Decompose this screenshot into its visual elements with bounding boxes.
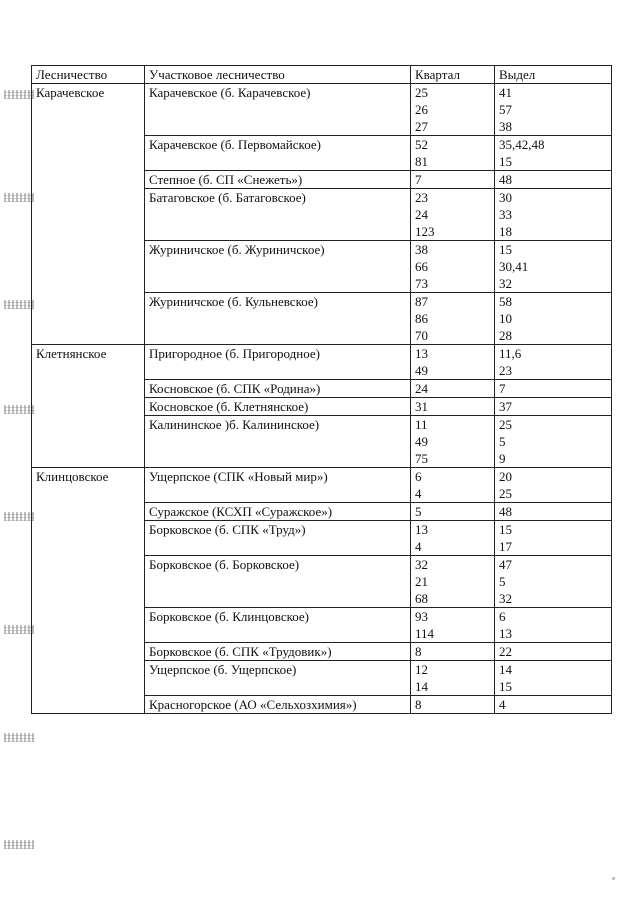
plot-value: 48 xyxy=(499,504,512,519)
quarter-value: 24 xyxy=(415,207,428,222)
quarter-cell xyxy=(411,661,495,696)
plot-cell xyxy=(495,696,612,714)
quarter-value: 73 xyxy=(415,276,428,291)
plot-value: 58 xyxy=(499,294,512,309)
quarter-value: 70 xyxy=(415,328,428,343)
quarter-value: 7 xyxy=(415,172,422,187)
quarter-cell xyxy=(411,521,495,556)
quarter-value: 123 xyxy=(415,224,435,239)
quarter-cell xyxy=(411,171,495,189)
district-cell: Степное (б. СП «Снежеть») xyxy=(145,171,411,189)
plot-value: 38 xyxy=(499,119,512,134)
quarter-value: 49 xyxy=(415,363,428,378)
scan-artifact xyxy=(4,840,34,849)
quarter-value: 23 xyxy=(415,190,428,205)
quarter-cell xyxy=(411,696,495,714)
header-quarter: Квартал xyxy=(411,66,495,84)
forestry-name-cell: Клетнянское xyxy=(32,345,145,468)
plot-value: 5 xyxy=(499,434,506,449)
district-cell: Ущерпское (СПК «Новый мир») xyxy=(145,468,411,503)
quarter-cell xyxy=(411,556,495,608)
district-cell: Пригородное (б. Пригородное) xyxy=(145,345,411,380)
quarter-cell xyxy=(411,189,495,241)
plot-value: 41 xyxy=(499,85,512,100)
plot-value: 47 xyxy=(499,557,512,572)
quarter-value: 8 xyxy=(415,697,422,712)
quarter-value: 32 xyxy=(415,557,428,572)
quarter-value: 38 xyxy=(415,242,428,257)
quarter-cell xyxy=(411,416,495,468)
plot-value: 33 xyxy=(499,207,512,222)
quarter-value: 13 xyxy=(415,346,428,361)
quarter-value: 49 xyxy=(415,434,428,449)
scan-artifact xyxy=(4,512,34,521)
scan-artifact xyxy=(4,405,34,414)
plot-value: 25 xyxy=(499,417,512,432)
quarter-cell xyxy=(411,345,495,380)
plot-value: 5 xyxy=(499,574,506,589)
quarter-value: 27 xyxy=(415,119,428,134)
plot-value: 30 xyxy=(499,190,512,205)
plot-value: 28 xyxy=(499,328,512,343)
plot-value: 15 xyxy=(499,242,512,257)
scan-artifact xyxy=(4,193,34,202)
quarter-value: 8 xyxy=(415,644,422,659)
plot-cell xyxy=(495,556,612,608)
plot-value: 32 xyxy=(499,591,512,606)
table-body xyxy=(32,84,612,714)
plot-value: 32 xyxy=(499,276,512,291)
quarter-value: 68 xyxy=(415,591,428,606)
quarter-value: 4 xyxy=(415,486,422,501)
quarter-value: 6 xyxy=(415,469,422,484)
district-cell: Борковское (б. СПК «Трудовик») xyxy=(145,643,411,661)
plot-value: 17 xyxy=(499,539,512,554)
quarter-cell xyxy=(411,380,495,398)
district-cell: Борковское (б. Борковское) xyxy=(145,556,411,608)
plot-value: 15 xyxy=(499,679,512,694)
scan-artifact xyxy=(4,733,34,742)
plot-value: 23 xyxy=(499,363,512,378)
quarter-value: 4 xyxy=(415,539,422,554)
quarter-value: 93 xyxy=(415,609,428,624)
scan-artifact xyxy=(4,300,34,309)
plot-value: 22 xyxy=(499,644,512,659)
plot-cell xyxy=(495,380,612,398)
table-row xyxy=(32,345,612,380)
quarter-value: 26 xyxy=(415,102,428,117)
quarter-value: 14 xyxy=(415,679,428,694)
district-cell: Журиничское (б. Кульневское) xyxy=(145,293,411,345)
district-cell: Ущерпское (б. Ущерпское) xyxy=(145,661,411,696)
quarter-cell xyxy=(411,84,495,136)
district-cell: Журиничское (б. Журиничское) xyxy=(145,241,411,293)
district-cell: Калининское )б. Калининское) xyxy=(145,416,411,468)
district-cell: Косновское (б. СПК «Родина») xyxy=(145,380,411,398)
district-cell: Косновское (б. Клетнянское) xyxy=(145,398,411,416)
quarter-value: 75 xyxy=(415,451,428,466)
plot-cell xyxy=(495,521,612,556)
table-row xyxy=(32,84,612,136)
plot-cell xyxy=(495,643,612,661)
header-forestry: Лесничество xyxy=(32,66,145,84)
quarter-value: 11 xyxy=(415,417,428,432)
plot-value: 15 xyxy=(499,154,512,169)
quarter-value: 31 xyxy=(415,399,428,414)
scan-artifact xyxy=(4,625,34,634)
header-plot: Выдел xyxy=(495,66,612,84)
plot-value: 35,42,48 xyxy=(499,137,545,152)
quarter-value: 52 xyxy=(415,137,428,152)
plot-value: 11,6 xyxy=(499,346,522,361)
quarter-value: 13 xyxy=(415,522,428,537)
plot-cell xyxy=(495,189,612,241)
plot-value: 14 xyxy=(499,662,512,677)
district-cell: Красногорское (АО «Сельхозхимия») xyxy=(145,696,411,714)
forestry-name-cell: Карачевское xyxy=(32,84,145,345)
plot-value: 37 xyxy=(499,399,512,414)
district-cell: Карачевское (б. Карачевское) xyxy=(145,84,411,136)
plot-value: 57 xyxy=(499,102,512,117)
plot-cell xyxy=(495,293,612,345)
quarter-value: 66 xyxy=(415,259,428,274)
forestry-name-cell: Клинцовское xyxy=(32,468,145,714)
district-cell: Батаговское (б. Батаговское) xyxy=(145,189,411,241)
quarter-value: 25 xyxy=(415,85,428,100)
quarter-cell xyxy=(411,468,495,503)
table-row xyxy=(32,468,612,503)
quarter-value: 24 xyxy=(415,381,428,396)
quarter-value: 5 xyxy=(415,504,422,519)
plot-value: 9 xyxy=(499,451,506,466)
plot-cell xyxy=(495,171,612,189)
plot-cell xyxy=(495,241,612,293)
header-district-forestry: Участковое лесничество xyxy=(145,66,411,84)
plot-cell xyxy=(495,503,612,521)
plot-value: 30,41 xyxy=(499,259,529,274)
plot-value: 6 xyxy=(499,609,506,624)
quarter-cell xyxy=(411,643,495,661)
plot-value: 15 xyxy=(499,522,512,537)
quarter-cell xyxy=(411,398,495,416)
scan-artifact xyxy=(612,877,615,880)
quarter-cell xyxy=(411,293,495,345)
plot-value: 20 xyxy=(499,469,512,484)
plot-cell xyxy=(495,608,612,643)
plot-cell xyxy=(495,84,612,136)
plot-value: 4 xyxy=(499,697,506,712)
plot-value: 18 xyxy=(499,224,512,239)
plot-cell xyxy=(495,136,612,171)
plot-cell xyxy=(495,661,612,696)
district-cell: Суражское (КСХП «Суражское») xyxy=(145,503,411,521)
quarter-value: 114 xyxy=(415,626,435,641)
quarter-cell xyxy=(411,136,495,171)
quarter-value: 81 xyxy=(415,154,428,169)
quarter-cell xyxy=(411,608,495,643)
plot-cell xyxy=(495,416,612,468)
quarter-cell xyxy=(411,241,495,293)
plot-value: 10 xyxy=(499,311,512,326)
plot-cell xyxy=(495,468,612,503)
quarter-value: 12 xyxy=(415,662,428,677)
scan-artifact xyxy=(4,90,34,99)
quarter-value: 87 xyxy=(415,294,428,309)
district-cell: Карачевское (б. Первомайское) xyxy=(145,136,411,171)
quarter-cell xyxy=(411,503,495,521)
district-cell: Борковское (б. Клинцовское) xyxy=(145,608,411,643)
plot-value: 25 xyxy=(499,486,512,501)
quarter-value: 21 xyxy=(415,574,428,589)
forestry-table xyxy=(31,65,612,714)
plot-value: 13 xyxy=(499,626,512,641)
plot-value: 48 xyxy=(499,172,512,187)
table-header-row xyxy=(32,66,612,84)
quarter-value: 86 xyxy=(415,311,428,326)
district-cell: Борковское (б. СПК «Труд») xyxy=(145,521,411,556)
plot-cell xyxy=(495,398,612,416)
plot-cell xyxy=(495,345,612,380)
plot-value: 7 xyxy=(499,381,506,396)
